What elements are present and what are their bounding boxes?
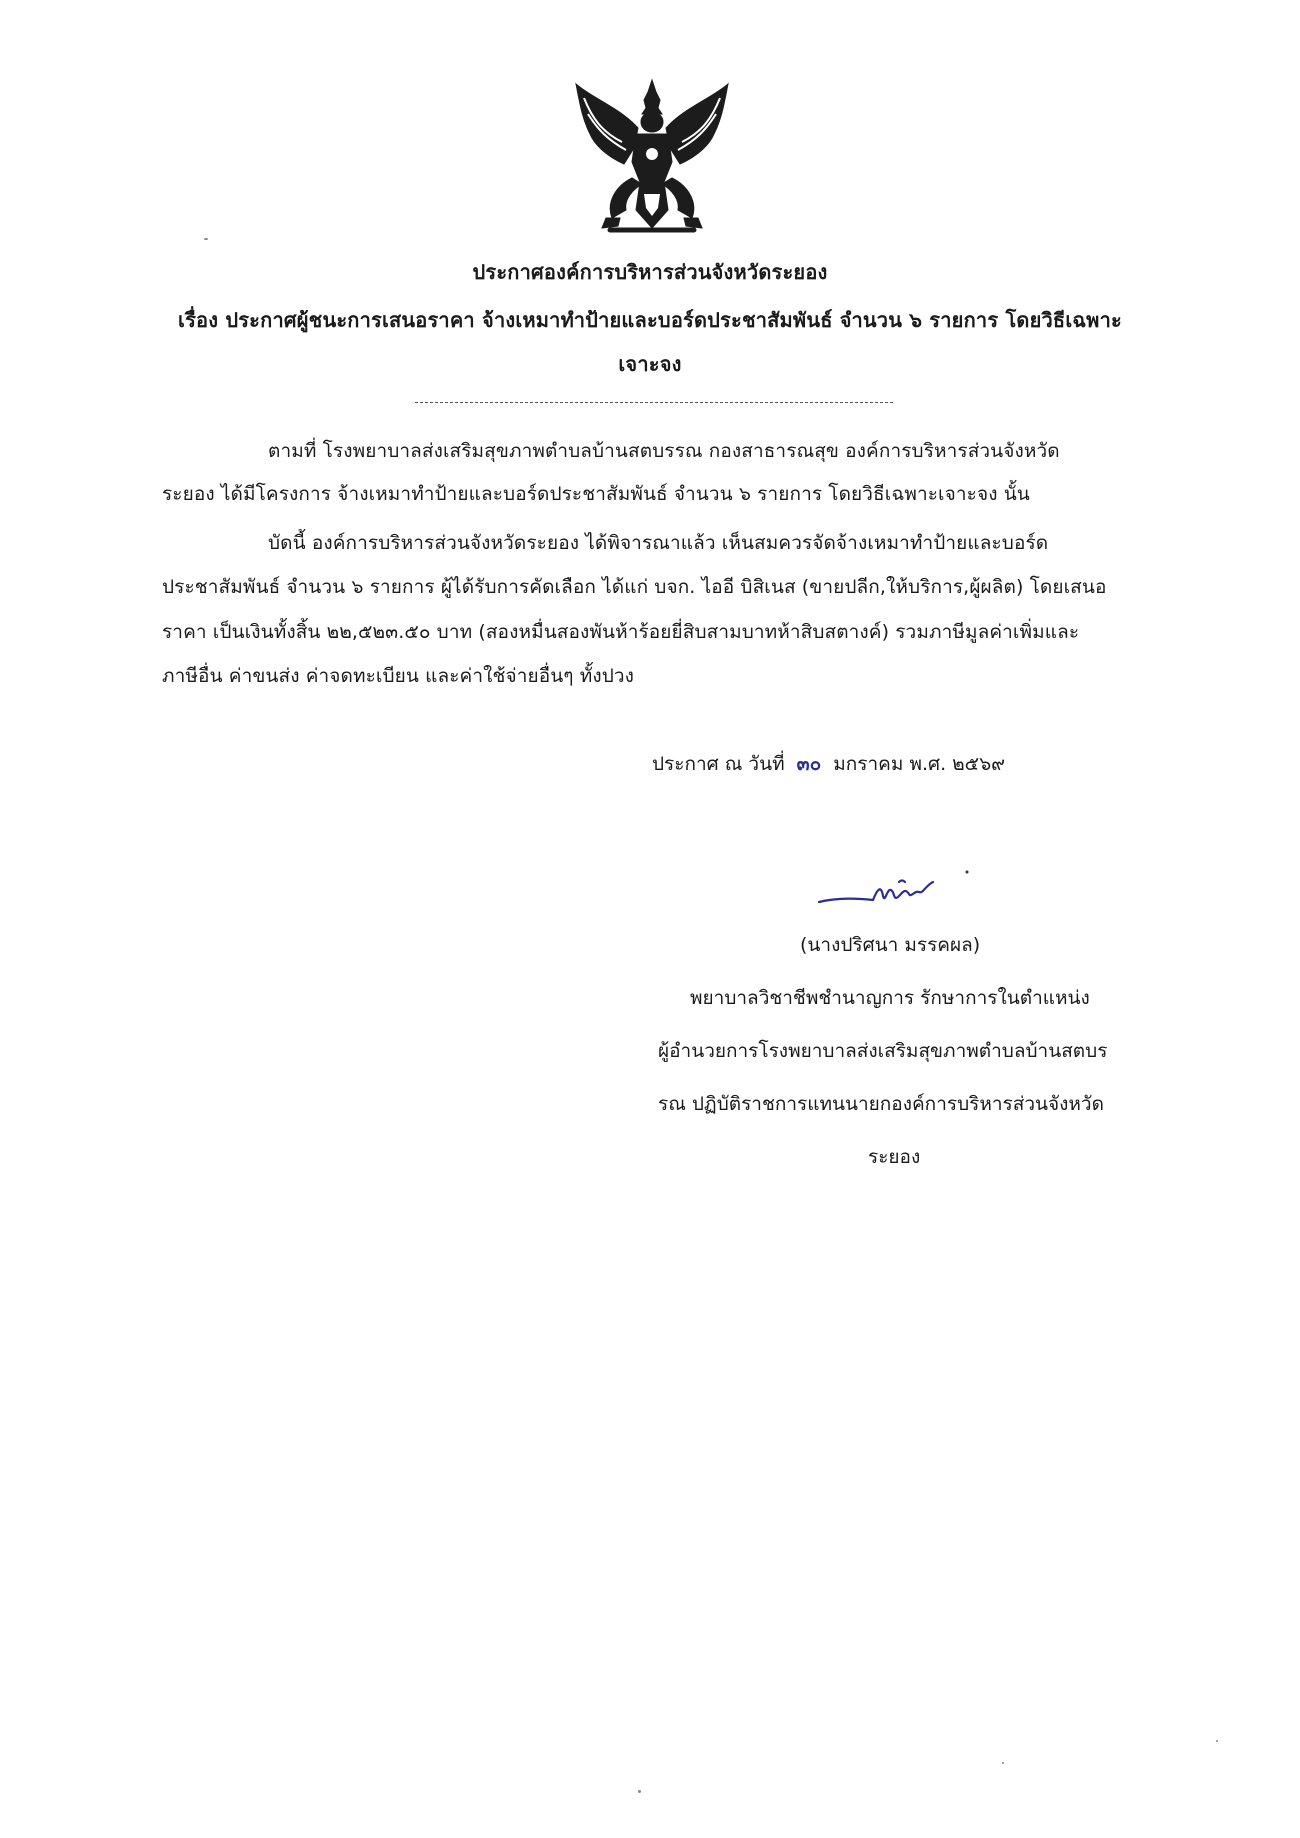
scan-speck bbox=[638, 1790, 641, 1793]
announcement-subject: เรื่อง ประกาศผู้ชนะการเสนอราคา จ้างเหมาทำป้ายและบอร์ดประชาสัมพันธ์ จำนวน ๖ รายการ โดยวิธีเฉพาะ bbox=[178, 308, 1122, 332]
body-line-3: บัดนี้ องค์การบริหารส่วนจังหวัดระยอง ได้พิจารณาแล้ว เห็นสมควรจัดจ้างเหมาทำป้ายและบอร์ด bbox=[268, 532, 1049, 554]
date-month-year: มกราคม พ.ศ. ๒๕๖๙ bbox=[833, 753, 1006, 775]
announcement-subject-continued: เจาะจง bbox=[618, 352, 682, 376]
body-line-1: ตามที่ โรงพยาบาลส่งเสริมสุขภาพตำบลบ้านสตบรรณ กองสาธารณสุข องค์การบริหารส่วนจังหวัด bbox=[268, 440, 1060, 462]
date-day-handwritten: ๓๐ bbox=[796, 753, 822, 775]
announcement-title: ประกาศองค์การบริหารส่วนจังหวัดระยอง bbox=[472, 260, 828, 284]
body-line-5: ราคา เป็นเงินทั้งสิ้น ๒๒,๕๒๓.๕๐ บาท (สองหมื่นสองพันห้าร้อยยี่สิบสามบาทห้าสิบสตางค์) รวมภาษีมูลค่าเพิ่มและ bbox=[162, 621, 1080, 643]
body-line-2: ระยอง ได้มีโครงการ จ้างเหมาทำป้ายและบอร์ดประชาสัมพันธ์ จำนวน ๖ รายการ โดยวิธีเฉพาะเจาะจง นั้น bbox=[162, 483, 1030, 505]
signatory-position-line-2: ผู้อำนวยการโรงพยาบาลส่งเสริมสุขภาพตำบลบ้านสตบร bbox=[658, 1040, 1108, 1062]
body-line-6: ภาษีอื่น ค่าขนส่ง ค่าจดทะเบียน และค่าใช้จ่ายอื่นๆ ทั้งปวง bbox=[162, 665, 635, 687]
announcement-date bbox=[652, 749, 1005, 779]
handwritten-signature bbox=[815, 868, 975, 928]
date-prefix: ประกาศ ณ วันที่ bbox=[652, 753, 785, 775]
signatory-position-line-3: รณ ปฏิบัติราชการแทนนายกองค์การบริหารส่วนจังหวัด bbox=[658, 1093, 1104, 1115]
body-line-4: ประชาสัมพันธ์ จำนวน ๖ รายการ ผู้ได้รับการคัดเลือก ได้แก่ บจก. ไออี บิสิเนส (ขายปลีก,ให้บริการ,ผู้ผลิต) โดยเสนอ bbox=[162, 576, 1107, 598]
signatory-name: (นางปริศนา มรรคผล) bbox=[800, 934, 981, 956]
signatory-position-line-1: พยาบาลวิชาชีพชำนาญการ รักษาการในตำแหน่ง bbox=[690, 987, 1090, 1009]
garuda-emblem-icon bbox=[572, 78, 732, 238]
dashed-divider bbox=[415, 402, 893, 403]
scan-speck bbox=[204, 238, 208, 240]
signatory-position-line-4: ระยอง bbox=[868, 1146, 921, 1168]
scan-speck bbox=[1002, 1762, 1004, 1764]
scan-speck bbox=[1216, 1740, 1218, 1742]
